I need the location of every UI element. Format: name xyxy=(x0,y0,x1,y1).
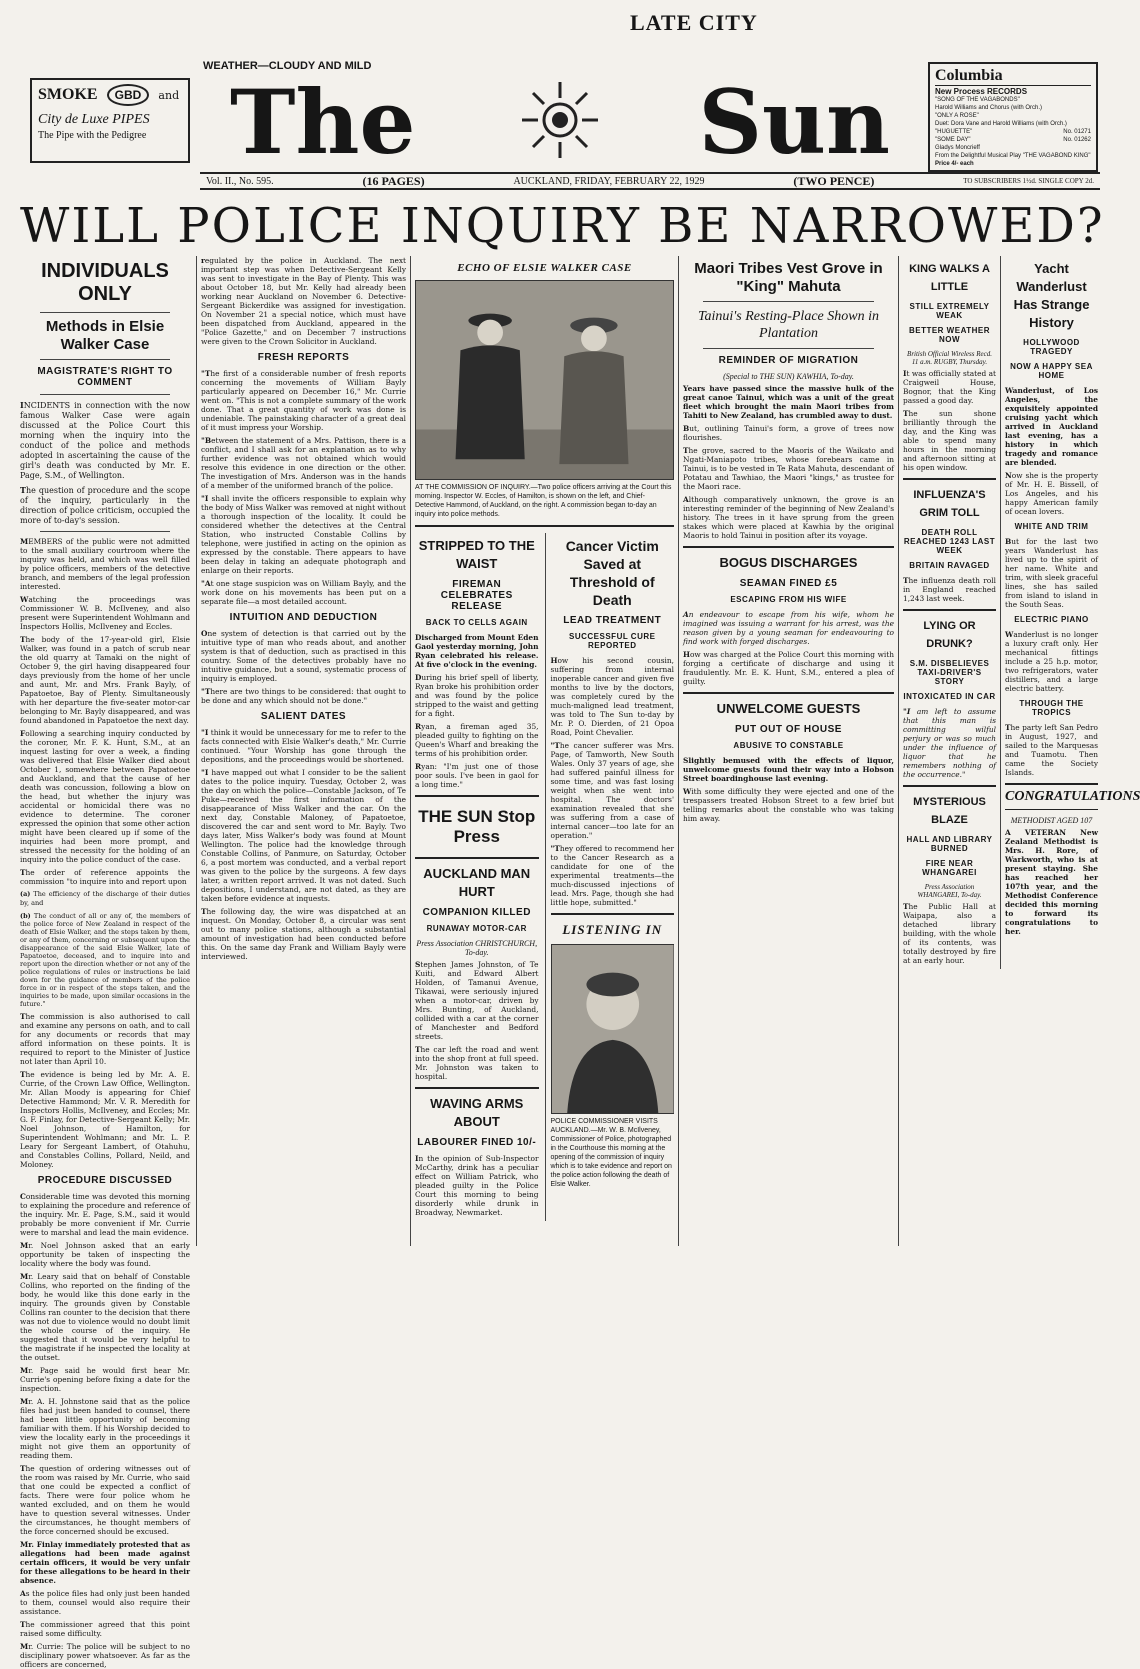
subhead-fresh-reports: FRESH REPORTS xyxy=(257,352,350,363)
column-5-split xyxy=(903,256,1140,969)
article-paragraph: How his second cousin, suffering from internal inoperable cancer and given five months to live by the doctors, was completely cured by the much-maligned lead treatment, was told to The Sun to-day by Mr. P. O. Dierden, of 21 Opoa Road, Point Chevalier. xyxy=(550,656,674,737)
columbia-logo: Columbia xyxy=(935,67,1091,86)
headline-stripped: STRIPPED TO THE WAIST xyxy=(418,538,535,571)
article-paragraph: During his brief spell of liberty, Ryan broke his prohibition order and was found by the police stripped to the waist and getting for a fight. xyxy=(415,673,539,718)
column-3-left xyxy=(415,533,539,1221)
ad-line-8: From the Delightful Musical Play "THE VAGABOND KING" xyxy=(935,153,1091,159)
column-5 xyxy=(898,256,1140,1246)
article-paragraph: Now she is the property of Mr. H. E. Bissell, of Los Angeles, and his happy American family of ocean lovers. xyxy=(1005,471,1098,516)
column-3-split xyxy=(415,533,674,1221)
article-paragraph: "At one stage suspicion was on William Bayly, and the work done on his movements has been put on a separate file—a most detailed account. xyxy=(201,579,406,606)
subhead-better-weather: BETTER WEATHER NOW xyxy=(908,326,991,344)
dateline xyxy=(200,172,1100,190)
article-paragraph: But, outlining Tainui's form, a grove of trees now flourishes. xyxy=(683,424,894,442)
article-paragraph: Mr. Finlay immediately protested that as allegations had been made against certain officers, it would be very unfair for these allegations to be heard in their absence. xyxy=(20,1540,190,1585)
sun-crest-icon xyxy=(520,80,600,160)
subhead-intuition: INTUITION AND DEDUCTION xyxy=(229,612,378,623)
article-paragraph: (a) The efficiency of the discharge of their duties by, and xyxy=(20,890,190,907)
headline-listening-in: LISTENING IN xyxy=(562,922,663,937)
byline: (Special to THE SUN) KAWHIA, To-day. xyxy=(723,372,854,381)
subhead-seaman-fined: SEAMAN FINED £5 xyxy=(739,578,838,589)
subhead-tainui: Tainui's Resting-Place Shown in Plantation xyxy=(698,309,879,341)
article-paragraph: How was charged at the Police Court this morning with forging a certificate of discharge and using it fraudulently. Mr. E. K. Hunt, S.M., entered a plea of guilty. xyxy=(683,650,894,686)
byline: Press Association WHANGAREI, To-day. xyxy=(917,883,982,899)
congratulations-heading: CONGRATULATIONS xyxy=(1005,783,1098,810)
officers-photo xyxy=(415,280,674,480)
ad-number-1: No. 01271 xyxy=(1063,129,1091,135)
article-paragraph: Slightly bemused with the effects of liquor, unwelcome guests found their way into a Hobson Street boardinghouse last evening. xyxy=(683,756,894,783)
subhead-migration: REMINDER OF MIGRATION xyxy=(718,355,859,366)
place-and-date: AUCKLAND, FRIDAY, FEBRUARY 22, 1929 xyxy=(513,175,705,187)
article-paragraph: As the police files had only just been handed to them, counsel would also require their assistance. xyxy=(20,1589,190,1616)
article-paragraph: A VETERAN New Zealand Methodist is Mrs. H. Rore, of Warkworth, who is at present staying. She has reached her 107th year, and the Methodist Conference decided this morning to forward its congratulations to her. xyxy=(1005,828,1098,936)
subhead-salient-dates: SALIENT DATES xyxy=(260,711,347,722)
column-5-right xyxy=(1000,256,1140,969)
subhead-labourer-fined: LABOURER FINED 10/- xyxy=(417,1137,537,1148)
article-paragraph: It was officially stated at Craigweil House, Bognor, that the King passed a good day. xyxy=(903,369,996,405)
ad-line-4: Duet: Dora Vane and Harold Williams (with Orch.) xyxy=(935,121,1067,127)
subhead-fireman: FIREMAN CELEBRATES RELEASE xyxy=(440,579,513,612)
column-4 xyxy=(678,256,898,1246)
article-paragraph: An endeavour to escape from his wife, whom he imagined was issuing a warrant for his arrest, was the reason given by a young seaman for endeavouring to find work with forged discharges. xyxy=(683,610,894,646)
subhead-tropics: THROUGH THE TROPICS xyxy=(1019,699,1084,717)
article-paragraph: The commissioner agreed that this point raised some difficulty. xyxy=(20,1620,190,1638)
article-paragraph: Wanderlust, of Los Angeles, the exquisitely appointed cruising yacht which arrived in Auckland last evening, has a history in which tragedy and romance are blended. xyxy=(1005,386,1098,467)
ad-and-text: and xyxy=(158,89,180,102)
column-5-left xyxy=(903,256,996,969)
article-paragraph: The car left the road and went into the shop front at full speed. Mr. Johnston was taken to hospital. xyxy=(415,1045,539,1081)
subhead-white-trim: WHITE AND TRIM xyxy=(1014,522,1089,531)
ad-number-2: No. 01262 xyxy=(1063,137,1091,143)
subhead-methods: Methods in Elsie Walker Case xyxy=(45,318,165,353)
article-paragraph: Mr. Leary said that on behalf of Constable Collins, who reported on the finding of the body, he would like this done early in the inquiry. The grounds given by Constable Collins ran counter to the decision that there was not due to violence would no doubt limit the whole course of the inquiry. He suggested that it would be very helpful to the magistrate if he inspected the locality at the outset. xyxy=(20,1272,190,1362)
headline-unwelcome-guests: UNWELCOME GUESTS xyxy=(716,701,861,716)
article-paragraph: "Between the statement of a Mrs. Pattison, there is a conflict, and I shall ask for an explanation as to why further evidence was not obtained which would resolve this evidence in one direction or the other. The investigation of Mrs. Anderson was in the hands of a member of the uniformed branch of the police. xyxy=(201,436,406,490)
article-paragraph: The body of the 17-year-old girl, Elsie Walker, was found in a patch of scrub near the old quarry at Tamaki on the night of October 9, the girl having disappeared four days previously from the home of her uncle and aunt, Mr. and Mrs. Frank Bayly, of Papatoetoe, Bay of Plenty. Simultaneously with her departure the five-seater motor-car belonging to Mr. Bayly disappeared, and was found abandoned in Papatoetoe the next day. xyxy=(20,635,190,725)
subhead-hall-library: HALL AND LIBRARY BURNED xyxy=(906,835,993,853)
subhead-escaping: ESCAPING FROM HIS WIFE xyxy=(730,595,847,604)
article-paragraph: The question of procedure and the scope of the inquiry, particularly in the direction of police criticism, occupied the more of to-day's session. xyxy=(20,485,190,525)
headline-maori-tribes: Maori Tribes Vest Grove in "King" Mahuta xyxy=(694,260,883,295)
subhead-sm-disbelieves: S.M. DISBELIEVES TAXI-DRIVER'S STORY xyxy=(909,659,990,686)
subhead-put-out: PUT OUT OF HOUSE xyxy=(735,724,842,735)
ad-city-text: City de Luxe PIPES xyxy=(38,112,150,127)
article-paragraph: Stephen James Johnston, of Te Kuiti, and Edward Albert Holden, of Tamanui Avenue, Tikawai, were seriously injured when a motor-car, driven by Mrs. Bunting, of Auckland, collided with a car at the corner of Manchester and Bedford streets. xyxy=(415,960,539,1041)
subhead-runaway-car: RUNAWAY MOTOR-CAR xyxy=(426,924,527,933)
headline-waving-arms: WAVING ARMS ABOUT xyxy=(430,1096,524,1129)
byline: Press Association CHRISTCHURCH, To-day. xyxy=(416,939,538,957)
article-paragraph: "They offered to recommend her to the Cancer Research as a candidate for one of the experimental treatments—the much-discussed injections of lead. Mrs. Page, though she had little hope, submitted." xyxy=(550,844,674,907)
article-paragraph: The evidence is being led by Mr. A. E. Currie, of the Crown Law Office, Wellington. Mr. Allan Moody is appearing for Chief Detective Hammond; Mr. V. R. Meredith for Inspectors Hollis, McIlveney, and Eccles; Mr. G. F. Finlay, for Detective-Sergeant Kelly; Mr. Noel Johnson, of Hamilton, for Superintendent Wohlmann; and Mr. L. P. Leary for Sergeant Lambert, of Otahuhu, and Constables Collins, Pollard, Neild, and Moloney. xyxy=(20,1070,190,1169)
article-paragraph: With some difficulty they were ejected and one of the trespassers treated Hobson Street to a few brief but telling remarks about the constable who was taking him away. xyxy=(683,787,894,823)
article-paragraph: Watching the proceedings was Commissioner W. B. McIlveney, and also present were Superintendent Wohlmann and Inspectors Hollis, McIlveney and Eccles. xyxy=(20,595,190,631)
ad-tagline: The Pipe with the Pedigree xyxy=(38,130,147,141)
article-paragraph: "There are two things to be considered: that ought to be done and any which should not be done." xyxy=(201,687,406,705)
article-paragraph: MEMBERS of the public were not admitted to the small auxiliary courtroom where the inquiry was held, and which was well filled by police officers, members of the detective branch, and members of the legal profession interested. xyxy=(20,537,190,591)
subhead-back-to-cells: BACK TO CELLS AGAIN xyxy=(425,618,528,627)
ad-line-5: "HUGUETTE" xyxy=(935,129,973,135)
column-3 xyxy=(410,256,678,1246)
article-paragraph: Years have passed since the massive hulk of the great canoe Tainui, which was a unit of the great fleet which brought the main Maori tribes from Tahiti to New Zealand, has crumbled away to dust. xyxy=(683,384,894,420)
weather-line: WEATHER—CLOUDY AND MILD xyxy=(203,60,372,72)
ad-smoke-text: SMOKE xyxy=(38,86,98,103)
headline-bogus-discharges: BOGUS DISCHARGES xyxy=(719,555,858,570)
photo-headline: ECHO OF ELSIE WALKER CASE xyxy=(457,262,632,274)
headline-auckland-man-hurt: AUCKLAND MAN HURT xyxy=(423,866,531,899)
article-paragraph: "I think it would be unnecessary for me to refer to the facts connected with Elsie Walker's death," Mr. Currie continued. "Your Worship has gone through the depositions, and the proceedings would be shortened. xyxy=(201,728,406,764)
article-paragraph: The commission is also authorised to call and examine any persons on oath, and to call for any documents or records that may afford information on these points. It is required to report to the Minister of Justice not later than April 10. xyxy=(20,1012,190,1066)
article-paragraph: "I shall invite the officers responsible to explain why the body of Miss Walker was removed at night without a thorough inspection of the locality. It could be considered whether the detectives at the Central Station, who instructed Constable Collins by telephone, were justified in acting on the opinion as expressed by the constable. There appears to have been delay in taking an adequate photograph and enlarge on their reports. xyxy=(201,494,406,575)
article-paragraph: INCIDENTS in connection with the now famous Walker Case were again discussed at the Police Court this morning when the inquiry into the conduct of the police and methods adopted in ascertaining the cause of the girl's death was conducted by Mr. E. Page, S.M., of Wellington. xyxy=(20,400,190,480)
stop-press-heading: THE SUN Stop Press xyxy=(418,807,536,846)
article-paragraph: Mr. Page said he would first hear Mr. Currie's opening before fixing a date for the inspection. xyxy=(20,1366,190,1393)
ad-line-7: Gladys Moncrieff xyxy=(935,145,980,151)
commissioner-photo-image xyxy=(552,945,674,1113)
article-paragraph: Ryan: "I'm just one of those poor souls. I've been in gaol for a long time." xyxy=(415,762,539,789)
article-paragraph: Mr. Noel Johnson asked that an early opportunity be taken of inspecting the locality where the body was found. xyxy=(20,1241,190,1268)
price-label: (TWO PENCE) xyxy=(793,173,875,188)
article-paragraph: Although comparatively unknown, the grove is an interesting reminder of the beginning of New Zealand's history. The trees in it have sprung from the green stakes which were placed at Kawhia by the original Maoris to hold Tainui in position after its voyage. xyxy=(683,495,894,540)
article-paragraph: The order of reference appoints the commission "to inquire into and report upon xyxy=(20,868,190,886)
subhead-sea-home: NOW A HAPPY SEA HOME xyxy=(1010,362,1093,380)
edition-label: LATE CITY xyxy=(630,10,758,35)
article-paragraph: The following day, the wire was dispatched at an inquest. On Monday, October 8, a circular was sent out to many police stations, although a substantial amount of investigation had been conducted before this. On the same day Frank and William Bayly were interviewed. xyxy=(201,907,406,961)
headline-cancer-victim: Cancer Victim Saved at Threshold of Death xyxy=(565,538,659,608)
article-paragraph: The Public Hall at Waipapa, also a detached library building, with the whole of its contents, was totally destroyed by fire at an early hour. xyxy=(903,902,996,965)
article-paragraph: Mr. Currie: The police will be subject to no disciplinary power whatsoever. As far as the officers are concerned, xyxy=(20,1642,190,1669)
subhead-death-roll: DEATH ROLL REACHED 1243 LAST WEEK xyxy=(903,528,996,555)
article-paragraph: "The cancer sufferer was Mrs. Page, of Tamworth, New South Wales. Only 37 years of age, she had suffered painful illness for some time, and was fast losing weight when she went into hospital. The doctors' examination revealed that she was suffering from a case of internal cancer—too late for an operation." xyxy=(550,741,674,840)
subhead-britain-ravaged: BRITAIN RAVAGED xyxy=(909,561,990,570)
article-paragraph: The party left San Pedro in August, 1927, and sailed to the Marquesas and Tuamotu. Then came the Society Islands. xyxy=(1005,723,1098,777)
headline-influenza: INFLUENZA'S GRIM TOLL xyxy=(913,489,986,519)
headline-individuals-only: INDIVIDUALS ONLY xyxy=(41,260,169,305)
byline: British Official Wireless Recd. 11 a.m. RUGBY, Thursday. xyxy=(907,350,992,366)
officers-photo-image xyxy=(416,281,673,479)
subhead-still-weak: STILL EXTREMELY WEAK xyxy=(909,302,990,320)
article-paragraph: Discharged from Mount Eden Gaol yesterday morning, John Ryan celebrated his release. At five o'clock in the evening. xyxy=(415,633,539,669)
subhead-hollywood: HOLLYWOOD TRAGEDY xyxy=(1023,338,1080,356)
article-paragraph: The sun shone brilliantly through the day, and the King was able to spend many hours in the morning and afternoon sitting at his open window. xyxy=(903,409,996,472)
headline-lying-or-drunk: LYING OR DRUNK? xyxy=(923,620,976,650)
article-paragraph: (b) The conduct of all or any of, the members of the police force of New Zealand in respect of the death of Elsie Walker, and the steps taken by them, or any of them, concerning or subsequent upon the disappearance of the said Elsie Walker, late of Papatoetoe, deceased, and to inquire into and report upon the direction whether or not any of the police regulations of rules or instructions be laid down for the guidance of members of the police force in or in respect of the steps taken, and the inquiries to be made, upon similar occasions in the future." xyxy=(20,912,190,1008)
subhead-abusive: ABUSIVE TO CONSTABLE xyxy=(733,741,844,750)
subhead-successful-cure: SUCCESSFUL CURE REPORTED xyxy=(569,632,656,650)
photo-caption: AT THE COMMISSION OF INQUIRY.—Two police officers arriving at the Court this morning. Inspector W. Eccles, of Hamilton, is shown on the left, and Chief-Detective Hammond, of Auckland, on the right. A commission began to-day an inquiry into police methods. xyxy=(415,484,672,518)
article-paragraph: "I am left to assume that this man is committing wilful perjury or was so much under the influence of liquor that he remembers nothing of the occurrence." xyxy=(903,707,996,779)
subhead-methodist: METHODIST AGED 107 xyxy=(1010,816,1093,825)
article-paragraph: Mr. A. H. Johnstone said that as the police files had just been handed to counsel, there had been little opportunity of becoming familiar with them. If his Worship decided to view the locality early in the proceedings it might not give them an opportunity of reading them. xyxy=(20,1397,190,1460)
article-paragraph: Considerable time was devoted this morning to explaining the procedure and reference of the inquiry. Mr. E. Page, S.M., said it would probably be more convenient if Mr. Currie were to marshal and lead the main evidence. xyxy=(20,1192,190,1237)
article-paragraph: The influenza death roll in England reached 1,243 last week. xyxy=(903,576,996,603)
subhead-fire-whangarei: FIRE NEAR WHANGAREI xyxy=(922,859,977,877)
article-paragraph: One system of detection is that carried out by the intuitive type of man who reads about, and another system is that of deduction, such as practised in this country. Some of the detectives probably have no intuitive guidance, but a sound, systematic process of inquiry is employed. xyxy=(201,629,406,683)
title-the: The xyxy=(230,70,416,174)
pipe-advertisement xyxy=(30,78,190,163)
article-paragraph: But for the last two years Wanderlust has lived up to the spirit of her name. White and trim, with sleek graceful lines, she has sailed from island to island in the South Seas. xyxy=(1005,537,1098,609)
commissioner-caption: POLICE COMMISSIONER VISITS AUCKLAND.—Mr. W. B. McIlveney, Commissioner of Police, photographed in the Courthouse this morning at the opening of the commission of inquiry which is to take evidence and report on the police action following the death of Elsie Walker. xyxy=(550,1118,672,1188)
subhead-intoxicated: INTOXICATED IN CAR xyxy=(903,692,996,701)
ad-price: Price 4/- each xyxy=(935,161,974,167)
subscriber-price: TO SUBSCRIBERS 1½d. SINGLE COPY 2d. xyxy=(963,177,1094,185)
article-paragraph: The grove, sacred to the Maoris of the Waikato and Ngati-Maniapoto tribes, whose forebears came in Tainui, is to be vested in Te Rata Mahuta, descendant of Potatau and Tawhiao, the Maori "kings," as trustee for the Maori race. xyxy=(683,446,894,491)
article-paragraph: The question of ordering witnesses out of the room was raised by Mr. Currie, who said that one could be expected a conflict of facts. There were four police whom he wanted excluded, and on them he would have to question several witnesses. Under the circumstances, he thought members of the force concerned should be excused. xyxy=(20,1464,190,1536)
subhead-procedure: PROCEDURE DISCUSSED xyxy=(37,1175,173,1186)
headline-yacht-wanderlust: Yacht Wanderlust Has Strange History xyxy=(1013,261,1090,330)
ad-line-2: Harold Williams and Chorus (with Orch.) xyxy=(935,105,1043,111)
records-advertisement xyxy=(928,62,1098,172)
article-paragraph: In the opinion of Sub-Inspector McCarthy, drink has a peculiar effect on William Patrick, who pleaded guilty in the Police Court this morning to being disorderly while drunk in Broadway, Newmarket. xyxy=(415,1154,539,1217)
article-paragraph: Wanderlust is no longer a luxury craft only. Her mechanical fittings include a 25 h.p. motor, two refrigerators, water distillers, and a large electric battery. xyxy=(1005,630,1098,693)
title-sun: Sun xyxy=(698,70,890,174)
article-paragraph: Ryan, a fireman aged 35, pleaded guilty to fighting on the Queen's Wharf and breaking the terms of his prohibition order. xyxy=(415,722,539,758)
banner-headline: WILL POLICE INQUIRY BE NARROWED? xyxy=(20,198,1105,254)
gbd-logo: GBD xyxy=(107,84,150,106)
column-3-right xyxy=(545,533,675,1221)
ad-line-3: "ONLY A ROSE" xyxy=(935,113,979,119)
article-paragraph: "The first of a considerable number of fresh reports concerning the movements of William Bayly particularly appeared on December 16," Mr. Currie went on. "This is not a complete summary of the work done. That a great quantity of work was done is undeniable. The painstaking character of a great deal of it must impress your Worship. xyxy=(201,369,406,432)
ad-records-sub: New Process RECORDS xyxy=(935,87,1028,96)
subhead-companion-killed: COMPANION KILLED xyxy=(422,907,531,918)
subhead-electric-piano: ELECTRIC PIANO xyxy=(1014,615,1089,624)
commissioner-photo xyxy=(551,944,675,1114)
article-paragraph: regulated by the police in Auckland. The next important step was when Detective-Sergeant Kelly was sent to investigate in the Bay of Plenty. This was about October 18, but Mr. Kelly had already been working near Auckland on November 6. Detective-Sergeant Bickerdike was assigned for investigation. On November 21 a special notice, which must have been dispatched from Auckland, appeared in the "Police Gazette," and on December 7 instructions were given to the Crown Solicitor in Auckland. xyxy=(201,256,406,346)
column-2 xyxy=(196,256,410,1246)
newspaper-title xyxy=(200,72,920,172)
article-paragraph: "I have mapped out what I consider to be the salient dates to the police inquiry. Tuesday, October 2, was the day on which the police—Constable Jackson, of Te Puke—received the first information of the disappearance of Miss Walker and the car. On the next day, Constable Maloney, of Papatoetoe, discovered the car and sent word to Mr. Bayly. Two days later, Miss Walker's body was found at Mount Wellington. The police had the knowledge through Constable Collins, of Panmure, on Saturday, October 6, a post mortem was conducted, and a verbal report was given to the police by the surgeons. A few days later, a written report arrived. It was not dated. Such depositions, I understand, are not dated, as they are taken before evidence at inquests. xyxy=(201,768,406,903)
headline-mysterious-blaze: MYSTERIOUS BLAZE xyxy=(913,796,986,826)
subhead-magistrate: MAGISTRATE'S RIGHT TO COMMENT xyxy=(37,366,173,388)
headline-king-walks: KING WALKS A LITTLE xyxy=(909,263,990,293)
page-count: (16 PAGES) xyxy=(362,173,425,188)
ad-line-6: "SOME DAY" xyxy=(935,137,971,143)
article-paragraph: Following a searching inquiry conducted by the coroner, Mr. F. K. Hunt, S.M., at an inquest lasting for over a week, a finding was delivered that Elsie Walker died about October 1, somewhere between Papatoetoe and Auckland, and that the cause of her death was concussion, following a blow on the head, but whether the injury was accidental or homicidal there was no evidence to determine. The coroner expressed the opinion that some other action might have been cleared up if some of the inquiries had been more prompt, and stressed the necessity for the holding of an inquiry into the police conduct of the case. xyxy=(20,729,190,864)
column-1 xyxy=(16,256,194,1669)
ad-line-1: "SONG OF THE VAGABONDS" xyxy=(935,97,1020,103)
volume-number: Vol. II., No. 595. xyxy=(206,175,274,187)
subhead-lead-treatment: LEAD TREATMENT xyxy=(563,615,662,626)
